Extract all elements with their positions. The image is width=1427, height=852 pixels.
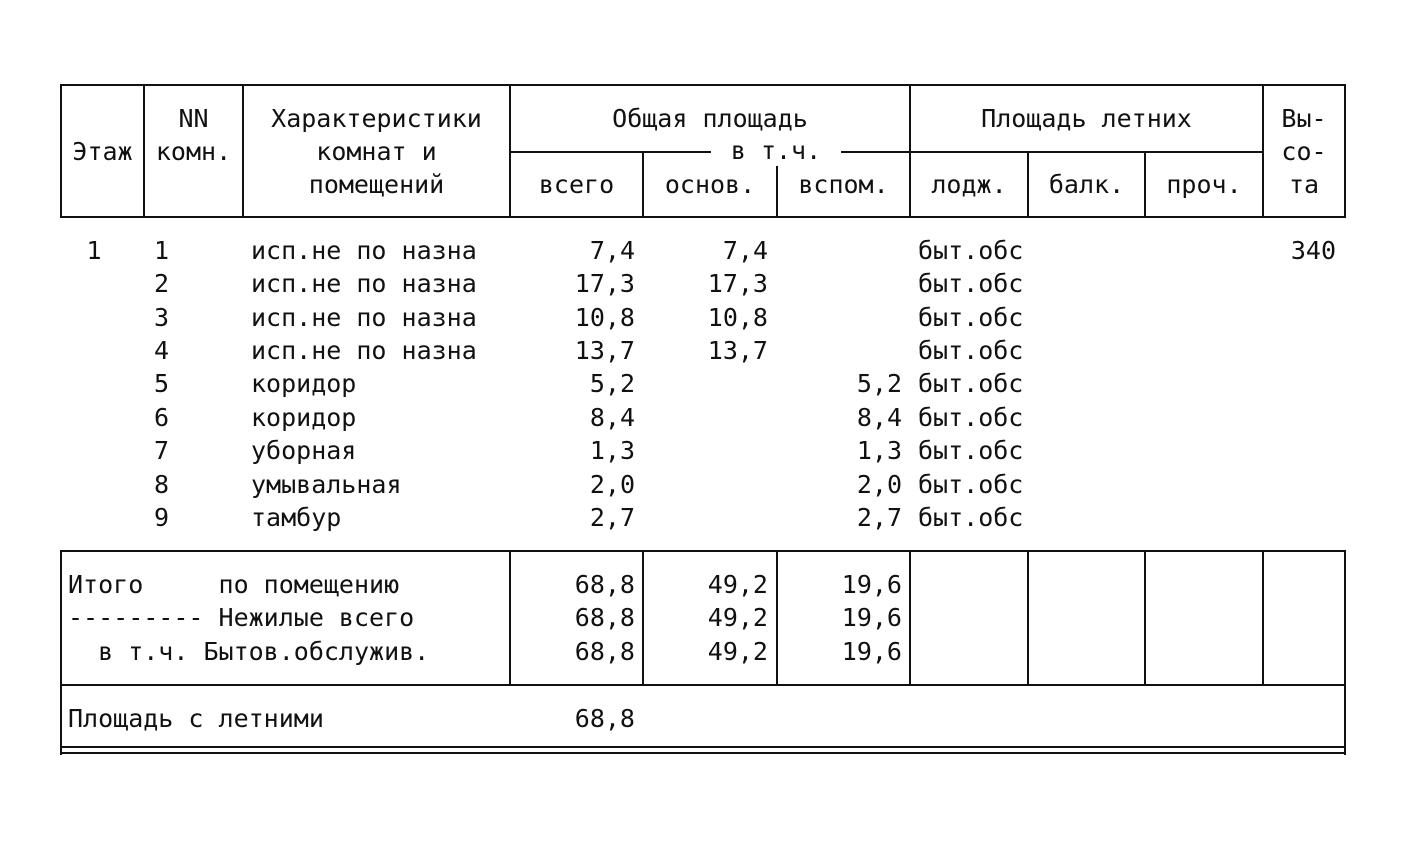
cell-purpose: быт.обс [918,269,1024,298]
cell-room-name: уборная [251,436,357,465]
rule-v-left-totals [60,550,62,755]
totals-label: Итого по помещению [68,570,400,599]
rule-v-right-header [1344,84,1346,218]
cell-room-name: исп.не по назна [251,236,477,265]
totals-total: 68,8 [574,603,635,632]
cell-room-no: 7 [153,436,169,465]
header-characteristics-1: Характеристики [271,104,482,133]
cell-room-name: коридор [251,369,357,398]
cell-room-name: умывальная [251,470,402,499]
cell-floor: 1 [86,236,102,265]
cell-height: 340 [1290,236,1336,265]
rule-v-right-totals [1344,550,1346,755]
totals-aux: 19,6 [841,637,902,666]
header-total-area: Общая площадь [612,104,808,133]
header-room-no-1: NN [178,104,209,133]
totals-main: 49,2 [707,603,768,632]
cell-room-name: исп.не по назна [251,303,477,332]
header-characteristics-2: комнат и [316,137,437,166]
cell-total: 1,3 [589,436,635,465]
summer-label: Площадь с летними [68,704,324,733]
cell-purpose: быт.обс [918,236,1024,265]
header-balcony: балк. [1048,170,1125,199]
cell-room-name: коридор [251,403,357,432]
header-height-3: та [1288,170,1320,199]
cell-total: 2,0 [589,470,635,499]
summer-total: 68,8 [574,704,635,733]
header-floor: Этаж [72,137,133,166]
header-main: основ. [664,170,756,199]
header-incl: в т.ч. [711,136,841,166]
cell-room-name: тамбур [251,503,342,532]
header-room-no-2: комн. [155,137,232,166]
header-characteristics-3: помещений [308,170,445,199]
cell-aux: 2,7 [856,503,902,532]
cell-total: 13,7 [574,336,635,365]
cell-aux: 8,4 [856,403,902,432]
cell-total: 5,2 [589,369,635,398]
cell-total: 10,8 [574,303,635,332]
rule-top [60,84,1346,86]
header-height-2: со- [1281,137,1327,166]
totals-label: --------- Нежилые всего [68,603,415,632]
cell-room-no: 8 [153,470,169,499]
cell-total: 2,7 [589,503,635,532]
cell-room-no: 2 [153,269,169,298]
rule-bottom-1 [60,746,1346,748]
totals-label: в т.ч. Бытов.обслужив. [68,637,430,666]
header-total: всего [538,170,615,199]
header-other: проч. [1166,170,1242,199]
rule-bottom-2 [60,752,1346,754]
totals-main: 49,2 [707,637,768,666]
cell-room-no: 9 [153,503,169,532]
cell-purpose: быт.обс [918,403,1024,432]
totals-aux: 19,6 [841,603,902,632]
header-aux: вспом. [798,170,889,199]
cell-main: 17,3 [707,269,768,298]
cell-room-no: 3 [153,303,169,332]
rule-header-bottom [60,216,1346,218]
rule-v-totals-aux [909,550,911,686]
cell-total: 8,4 [589,403,635,432]
cell-room-name: исп.не по назна [251,336,477,365]
header-loggia: лодж. [931,170,1007,199]
cell-aux: 1,3 [856,436,902,465]
cell-total: 17,3 [574,269,635,298]
cell-room-no: 1 [153,236,169,265]
cell-purpose: быт.обс [918,303,1024,332]
cell-aux: 2,0 [856,470,902,499]
totals-main: 49,2 [707,570,768,599]
cell-purpose: быт.обс [918,369,1024,398]
header-height-1: Вы- [1281,104,1327,133]
header-summer-area: Площадь летних [981,104,1192,133]
cell-main: 10,8 [707,303,768,332]
rule-totals-bottom [60,684,1346,686]
cell-purpose: быт.обс [918,503,1024,532]
cell-purpose: быт.обс [918,470,1024,499]
cell-purpose: быт.обс [918,436,1024,465]
cell-total: 7,4 [589,236,635,265]
cell-room-no: 5 [153,369,169,398]
cell-main: 13,7 [707,336,768,365]
cell-room-no: 6 [153,403,169,432]
rule-v-totals-loggia [1027,550,1029,686]
totals-total: 68,8 [574,570,635,599]
cell-room-no: 4 [153,336,169,365]
cell-aux: 5,2 [856,369,902,398]
rule-totals-top [60,550,1346,552]
rule-v-totals-balcony [1144,550,1146,686]
totals-total: 68,8 [574,637,635,666]
rule-subheader [509,151,1262,153]
totals-aux: 19,6 [841,570,902,599]
cell-main: 7,4 [722,236,768,265]
cell-purpose: быт.обс [918,336,1024,365]
rule-v-totals-other [1262,550,1264,686]
cell-room-name: исп.не по назна [251,269,477,298]
